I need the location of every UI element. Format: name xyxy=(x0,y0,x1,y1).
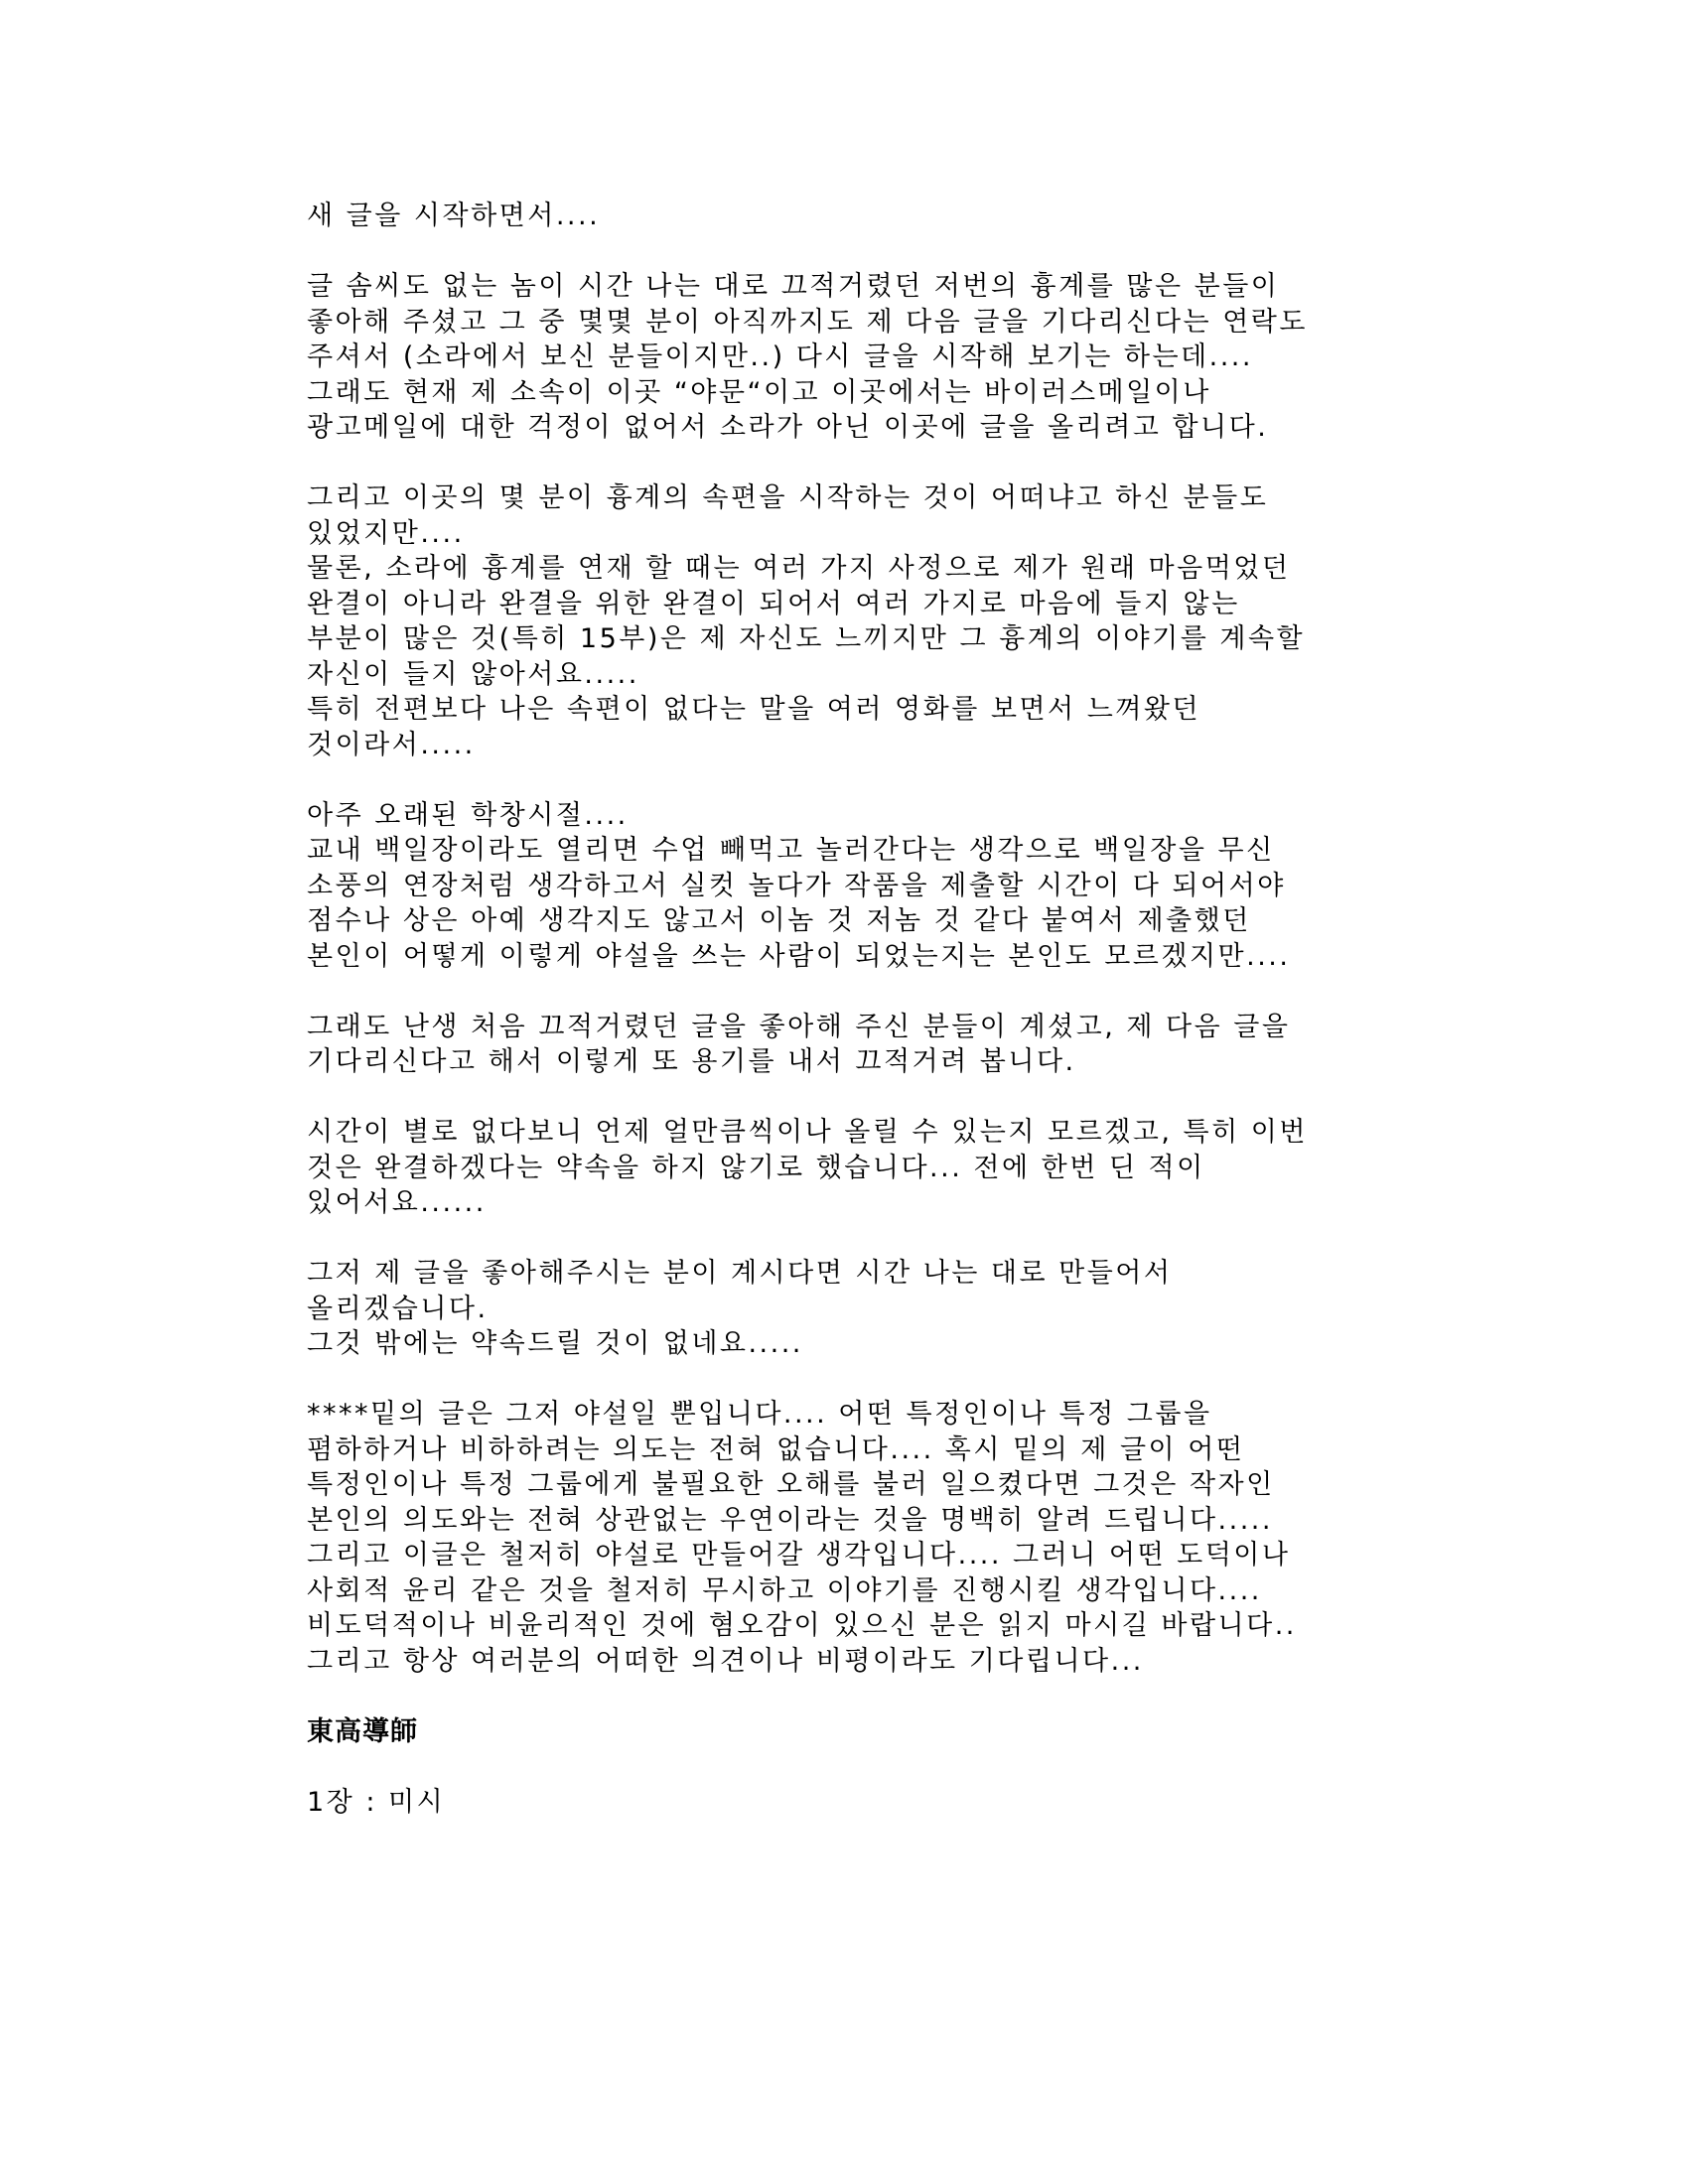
text-line: 소풍의 연장처럼 생각하고서 실컷 놀다가 작품을 제출할 시간이 다 되어서야 xyxy=(307,870,1286,901)
paragraph xyxy=(307,1256,1429,1362)
text-line: 비도덕적이나 비윤리적인 것에 혐오감이 있으신 분은 읽지 마시길 바랍니다.. xyxy=(307,1610,1297,1641)
chapter-heading: 1장 : 미시 xyxy=(307,1786,446,1818)
paragraph xyxy=(307,199,1429,234)
paragraph xyxy=(307,480,1429,762)
text-line: 있었지만.... xyxy=(307,517,465,549)
text-line: 주셔서 (소라에서 보신 분들이지만..) 다시 글을 시작해 보기는 하는데.... xyxy=(307,341,1253,372)
text-line: 글 솜씨도 없는 놈이 시간 나는 대로 끄적거렸던 저번의 흉계를 많은 분들이 xyxy=(307,271,1280,302)
text-line: 시간이 별로 없다보니 언제 얼만큼씩이나 올릴 수 있는지 모르겠고, 특히 이번 xyxy=(307,1117,1308,1148)
author-signature: 東高導師 xyxy=(307,1715,418,1747)
text-line: 그리고 이곳의 몇 분이 흉계의 속편을 시작하는 것이 어떠냐고 하신 분들도 xyxy=(307,482,1269,513)
text-line: 기다리신다고 해서 이렇게 또 용기를 내서 끄적거려 봅니다. xyxy=(307,1046,1076,1077)
text-line: 그것 밖에는 약속드릴 것이 없네요..... xyxy=(307,1328,803,1359)
text-line: 좋아해 주셨고 그 중 몇몇 분이 아직까지도 제 다음 글을 기다리신다는 연락도 xyxy=(307,306,1308,338)
paragraph-list xyxy=(307,199,1429,1679)
text-line: 부분이 많은 것(특히 15부)은 제 자신도 느끼지만 그 흉계의 이야기를 계속할 xyxy=(307,623,1306,654)
text-line: 자신이 들지 않아서요..... xyxy=(307,658,639,690)
text-line: 그저 제 글을 좋아해주시는 분이 계시다면 시간 나는 대로 만들어서 xyxy=(307,1258,1173,1289)
text-line: 점수나 상은 아예 생각지도 않고서 이놈 것 저놈 것 같다 붙여서 제출했던 xyxy=(307,905,1251,936)
paragraph xyxy=(307,1397,1429,1679)
text-line: 교내 백일장이라도 열리면 수업 빼먹고 놀러간다는 생각으로 백일장을 무신 xyxy=(307,835,1275,866)
text-line: 그래도 난생 처음 끄적거렸던 글을 좋아해 주신 분들이 계셨고, 제 다음 글을 xyxy=(307,1011,1291,1042)
text-line: 새 글을 시작하면서.... xyxy=(307,201,601,231)
text-line: ****밑의 글은 그저 야설일 뿐입니다.... 어떤 특정인이나 특정 그룹을 xyxy=(307,1399,1212,1430)
text-line: 폄하하거나 비하하려는 의도는 전혀 없습니다.... 혹시 밑의 제 글이 어떤 xyxy=(307,1433,1245,1465)
paragraph xyxy=(307,269,1429,446)
text-line: 올리겠습니다. xyxy=(307,1293,489,1324)
text-line: 완결이 아니라 완결을 위한 완결이 되어서 여러 가지로 마음에 들지 않는 xyxy=(307,588,1240,619)
text-line: 광고메일에 대한 걱정이 없어서 소라가 아닌 이곳에 글을 올리려고 합니다. xyxy=(307,412,1269,443)
paragraph xyxy=(307,798,1429,975)
text-line: 본인이 어떻게 이렇게 야설을 쓰는 사람이 되었는지는 본인도 모르겠지만.... xyxy=(307,940,1291,972)
text-line: 본인의 의도와는 전혀 상관없는 우연이라는 것을 명백히 알려 드립니다..... xyxy=(307,1504,1273,1536)
text-line: 있어서요...... xyxy=(307,1187,487,1218)
paragraph xyxy=(307,1010,1429,1080)
text-line: 특히 전편보다 나은 속편이 없다는 말을 여러 영화를 보면서 느껴왔던 xyxy=(307,694,1201,725)
text-line: 물론, 소라에 흉계를 연재 할 때는 여러 가지 사정으로 제가 원래 마음먹었던 xyxy=(307,553,1291,584)
text-line: 그리고 항상 여러분의 어떠한 의견이나 비평이라도 기다립니다... xyxy=(307,1645,1144,1677)
text-line: 특정인이나 특정 그룹에게 불필요한 오해를 불러 일으켰다면 그것은 작자인 xyxy=(307,1469,1275,1500)
text-line: 그래도 현재 제 소속이 이곳 “야문“이고 이곳에서는 바이러스메일이나 xyxy=(307,376,1211,408)
text-line: 아주 오래된 학창시절.... xyxy=(307,799,629,831)
text-line: 것은 완결하겠다는 약속을 하지 않기로 했습니다... 전에 한번 딘 적이 xyxy=(307,1152,1205,1183)
text-line: 사회적 윤리 같은 것을 철저히 무시하고 이야기를 진행시킬 생각입니다.... xyxy=(307,1574,1262,1606)
document-body xyxy=(307,199,1429,1855)
text-line: 것이라서..... xyxy=(307,729,476,760)
paragraph xyxy=(307,1115,1429,1221)
text-line: 그리고 이글은 철저히 야설로 만들어갈 생각입니다.... 그러니 어떤 도덕이나 xyxy=(307,1540,1291,1570)
